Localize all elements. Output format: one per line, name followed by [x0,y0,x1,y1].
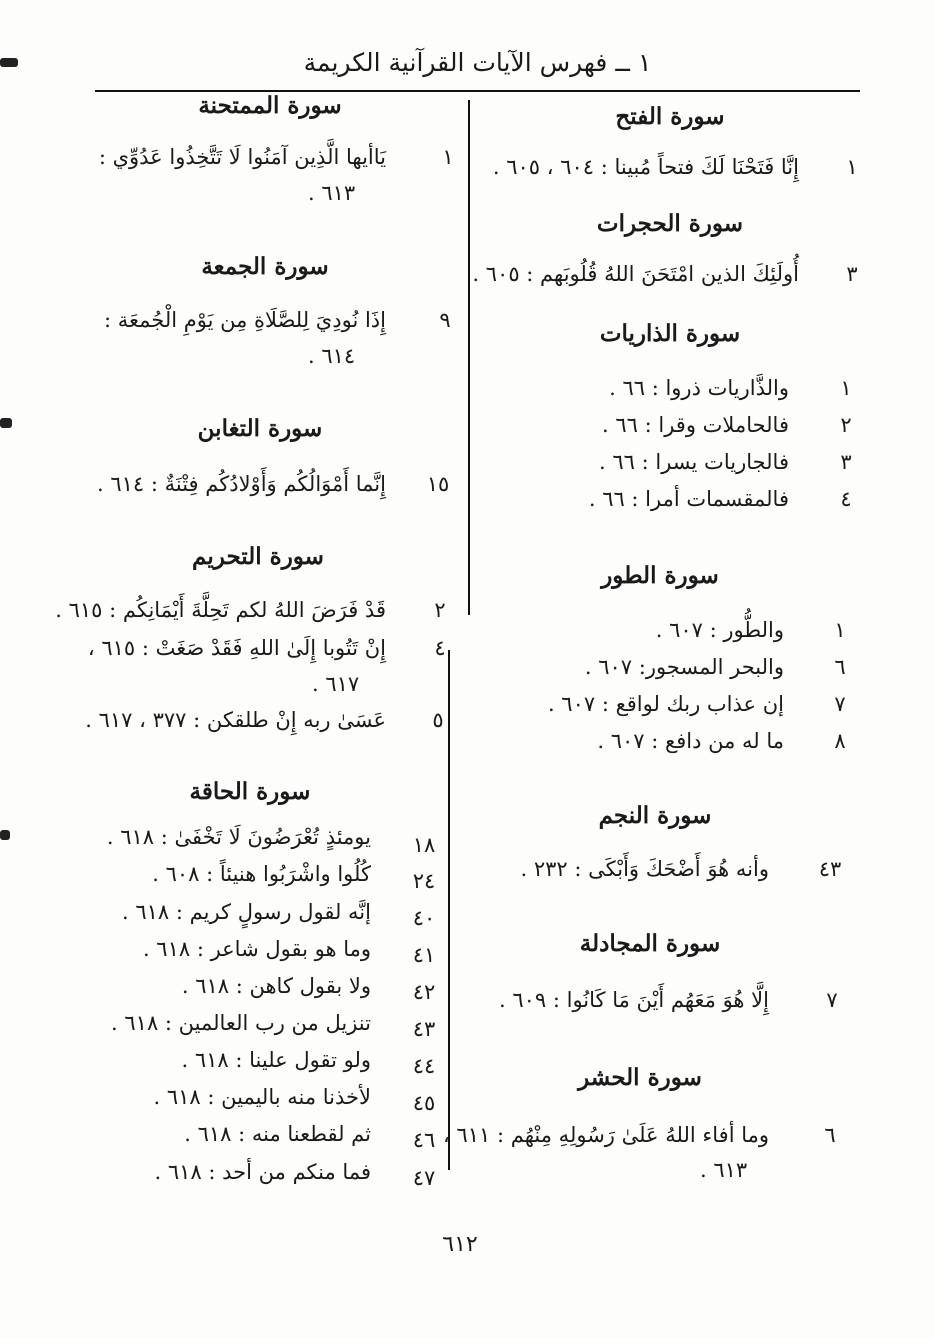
verse-number: ٤٦ [412,1128,436,1152]
verse-entry-continuation: ٦١٧ . [312,672,360,696]
header-title: ١ ــ فهرس الآيات القرآنية الكريمة [303,48,652,77]
sura-title: سورة التحريم [192,543,324,570]
verse-number: ٤٤ [412,1054,436,1078]
verse-entry: ثم لقطعنا منه : ٦١٨ . [184,1122,371,1146]
verse-entry: إِنَّما أَمْوَالُكُم وَأَوْلادُكُم فِتْنَةٌ : ٦١٤ . [96,472,386,496]
verse-number: ٤٣ [818,857,842,881]
verse-entry: عَسَىٰ ربه إِنْ طلقكن : ٣٧٧ ، ٦١٧ . [85,708,386,732]
verse-number: ٤٠ [412,906,436,930]
verse-entry: وما أفاء اللهُ عَلَىٰ رَسُولِهِ مِنْهُم : ٦١١ ، [443,1123,769,1147]
verse-entry: والطُّور : ٦٠٧ . [655,618,784,642]
verse-number: ٤ [840,487,852,511]
verse-number: ٨ [834,729,846,753]
verse-number: ١ [834,618,846,642]
sura-title: سورة الجمعة [201,253,329,280]
verse-entry: ما له من دافع : ٦٠٧ . [597,729,784,753]
sura-title: سورة الحجرات [596,210,744,237]
verse-number: ٤٢ [412,980,436,1004]
scan-mark-2 [0,418,12,428]
verse-number: ٤ [434,636,446,660]
sura-title: سورة الطور [601,562,719,589]
sura-title: سورة الفتح [615,103,725,130]
verse-number: ٤٥ [412,1091,436,1115]
verse-entry: وأنه هُوَ أَضْحَكَ وَأَبْكَى : ٢٣٢ . [520,857,769,881]
verse-entry-continuation: ٦١٤ . [308,344,356,368]
verse-number: ١٥ [426,472,450,496]
page-number: ٦١٢ [442,1232,478,1257]
verse-entry: يَاأيها الَّذِين آمَنُوا لَا تَتَّخِذُوا عَدُوِّي : [98,145,386,169]
verse-number: ٩ [439,308,451,332]
scan-mark-1 [0,58,18,67]
verse-entry-continuation: ٦١٣ . [308,181,356,205]
sura-title: سورة الذاريات [599,320,741,347]
verse-number: ٦ [824,1123,836,1147]
verse-number: ٤٧ [412,1166,436,1190]
verse-entry: وما هو بقول شاعر : ٦١٨ . [142,937,371,961]
verse-entry: يومئذٍ تُعْرَضُونَ لَا تَخْفَىٰ : ٦١٨ . [106,825,371,849]
verse-number: ٢٤ [412,869,436,893]
verse-entry: قَدْ فَرَضَ اللهُ لكم تَحِلَّةَ أَيْمَانِكُم : ٦١٥ . [55,598,386,622]
verse-number: ٧ [834,692,846,716]
verse-number: ٥ [432,708,444,732]
verse-entry: إِذَا نُودِيَ لِلصَّلَاةِ مِن يَوْمِ الْجُمعَة : [104,308,386,332]
verse-number: ١ [442,145,454,169]
verse-entry: إنَّه لقول رسولٍ كريم : ٦١٨ . [122,900,371,924]
sura-title: سورة التغابن [197,415,323,442]
sura-title: سورة المجادلة [579,930,721,957]
verse-entry: والبحر المسجور: ٦٠٧ . [584,655,784,679]
verse-entry: إن عذاب ربك لواقع : ٦٠٧ . [547,692,784,716]
verse-number: ٤٣ [412,1017,436,1041]
verse-number: ٢ [434,598,446,622]
verse-entry: ولا بقول كاهن : ٦١٨ . [181,974,371,998]
verse-number: ٣ [840,450,852,474]
verse-entry: إِنْ تَتُوبا إِلَىٰ اللهِ فَقَدْ صَغَتْ : ٦١٥ ، [87,636,386,660]
sura-title: سورة النجم [598,802,712,829]
verse-entry: لأخذنا منه باليمين : ٦١٨ . [153,1085,371,1109]
verse-number: ٣ [846,262,858,286]
verse-entry: كُلُوا واشْرَبُوا هنيئاً : ٦٠٨ . [152,862,371,886]
verse-entry: فالحاملات وقرا : ٦٦ . [602,413,789,437]
column-divider-top [468,100,470,615]
verse-number: ٤١ [412,943,436,967]
verse-number: ٢ [840,413,852,437]
verse-number: ١ [840,376,852,400]
verse-entry: تنزيل من رب العالمين : ٦١٨ . [111,1011,371,1035]
verse-number: ٧ [826,988,838,1012]
sura-title: سورة الحاقة [189,778,311,805]
page-header [95,44,860,92]
verse-entry: إِنَّا فَتَحْنَا لَكَ فتحاً مُبينا : ٦٠٤ ، ٦٠٥ . [492,155,799,179]
verse-entry: إِلَّا هُوَ مَعَهُم أَيْنَ مَا كَانُوا : ٦٠٩ . [498,988,769,1012]
verse-entry: أُولَئِكَ الذين امْتَحَنَ اللهُ قُلُوبَهم : ٦٠٥ . [472,262,799,286]
verse-entry-continuation: ٦١٣ . [700,1158,748,1182]
verse-number: ٦ [834,655,846,679]
verse-entry: فما منكم من أحد : ٦١٨ . [154,1160,371,1184]
verse-entry: ولو تقول علينا : ٦١٨ . [181,1048,371,1072]
scan-mark-3 [0,830,10,840]
verse-entry: فالمقسمات أمرا : ٦٦ . [588,487,789,511]
verse-number: ١ [846,155,858,179]
verse-entry: والذَّاريات ذروا : ٦٦ . [609,376,789,400]
verse-entry: فالجاريات يسرا : ٦٦ . [599,450,789,474]
verse-number: ١٨ [412,833,436,857]
sura-title: سورة الحشر [578,1064,702,1091]
sura-title: سورة الممتحنة [198,92,342,119]
